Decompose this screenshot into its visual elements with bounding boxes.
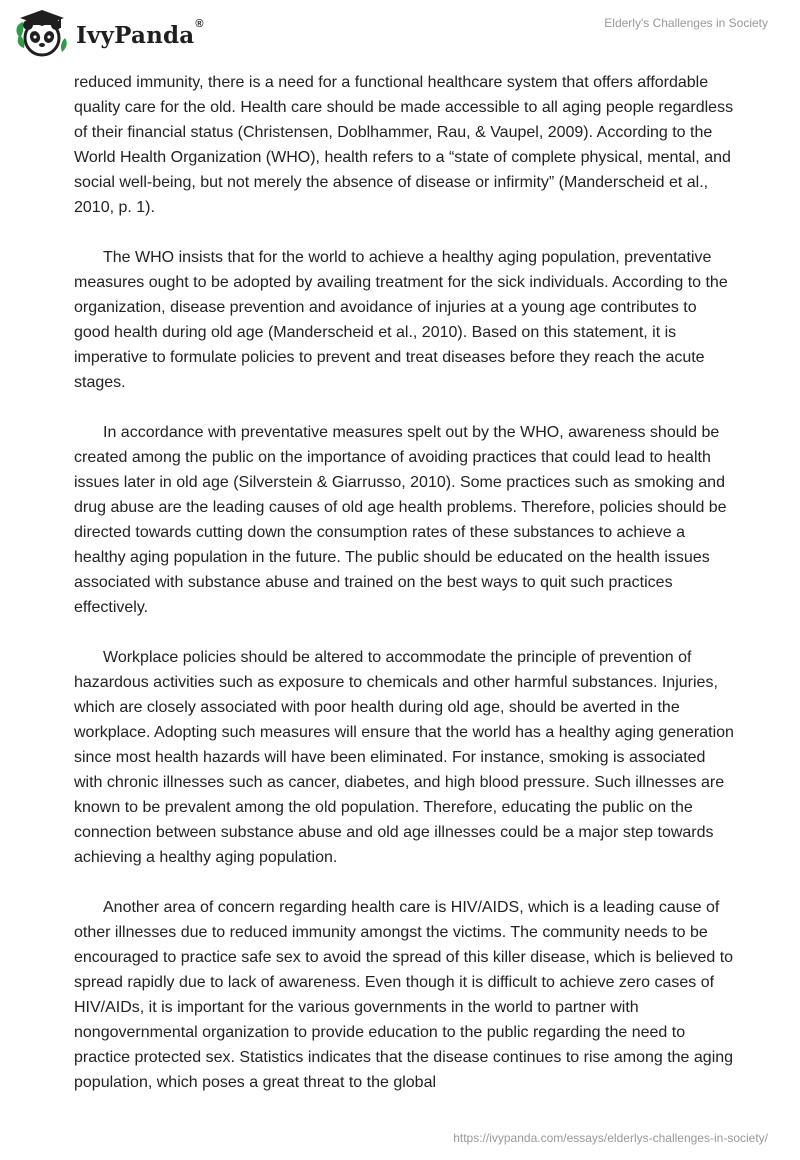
document-title: Elderly's Challenges in Society — [604, 16, 768, 30]
essay-body — [74, 70, 734, 1120]
paragraph: Another area of concern regarding health care is HIV/AIDS, which is a leading cause of other illnesses due to reduced immunity amongst the victims. The community needs to be encouraged to practice safe sex to avoid the spread of this killer disease, which is believed to spread rapidly due to lack of awareness. Even though it is difficult to achieve zero cases of HIV/AIDs, it is important for the various governments in the world to partner with nongovernmental organization to provide education to the public regarding the need to practice protected sex. Statistics indicates that the disease continues to rise among the aging population, which poses a great threat to the global — [74, 899, 734, 1091]
brand-name: IvyPanda® — [76, 17, 204, 49]
paragraph: Workplace policies should be altered to accommodate the principle of prevention of hazardous activities such as exposure to chemicals and other harmful substances. Injuries, which are closely associated with poor health during old age, should be averted in the workplace. Adopting such measures will ensure that the world has a healthy aging generation since most health hazards will have been eliminated. For instance, smoking is associated with chronic illnesses such as cancer, diabetes, and high blood pressure. Such illnesses are known to be prevalent among the old population. Therefore, educating the public on the connection between substance abuse and old age illnesses could be a major step towards achieving a healthy aging population. — [74, 649, 734, 866]
paragraph: reduced immunity, there is a need for a functional healthcare system that offers affordable quality care for the old. Health care should be made accessible to all aging people regardless of their financial status (Christensen, Doblhammer, Rau, & Vaupel, 2009). According to the World Health Organization (WHO), health refers to a “state of complete physical, mental, and social well-being, but not merely the absence of disease or infirmity” (Manderscheid et al., 2010, p. 1). — [74, 74, 734, 216]
paragraph: The WHO insists that for the world to achieve a healthy aging population, preventative measures ought to be adopted by availing treatment for the sick individuals. According to the organization, disease prevention and avoidance of injuries at a young age contributes to good health during old age (Manderscheid et al., 2010). Based on this statement, it is imperative to formulate policies to prevent and treat diseases before they reach the acute stages. — [74, 249, 728, 391]
registered-mark: ® — [195, 17, 204, 30]
panda-graduation-icon — [14, 8, 70, 60]
paragraph: In accordance with preventative measures spelt out by the WHO, awareness should be created among the public on the importance of avoiding practices that could lead to health issues later in old age (Silverstein & Giarrusso, 2010). Some practices such as smoking and drug abuse are the leading causes of old age health problems. Therefore, policies should be directed towards cutting down the consumption rates of these substances to achieve a healthy aging population in the future. The public should be educated on the health issues associated with substance abuse and trained on the best ways to quit such practices effectively. — [74, 424, 727, 616]
ivypanda-logo[interactable] — [14, 8, 204, 60]
source-url[interactable]: https://ivypanda.com/essays/elderlys-challenges-in-society/ — [453, 1131, 768, 1145]
page-header — [0, 0, 800, 70]
